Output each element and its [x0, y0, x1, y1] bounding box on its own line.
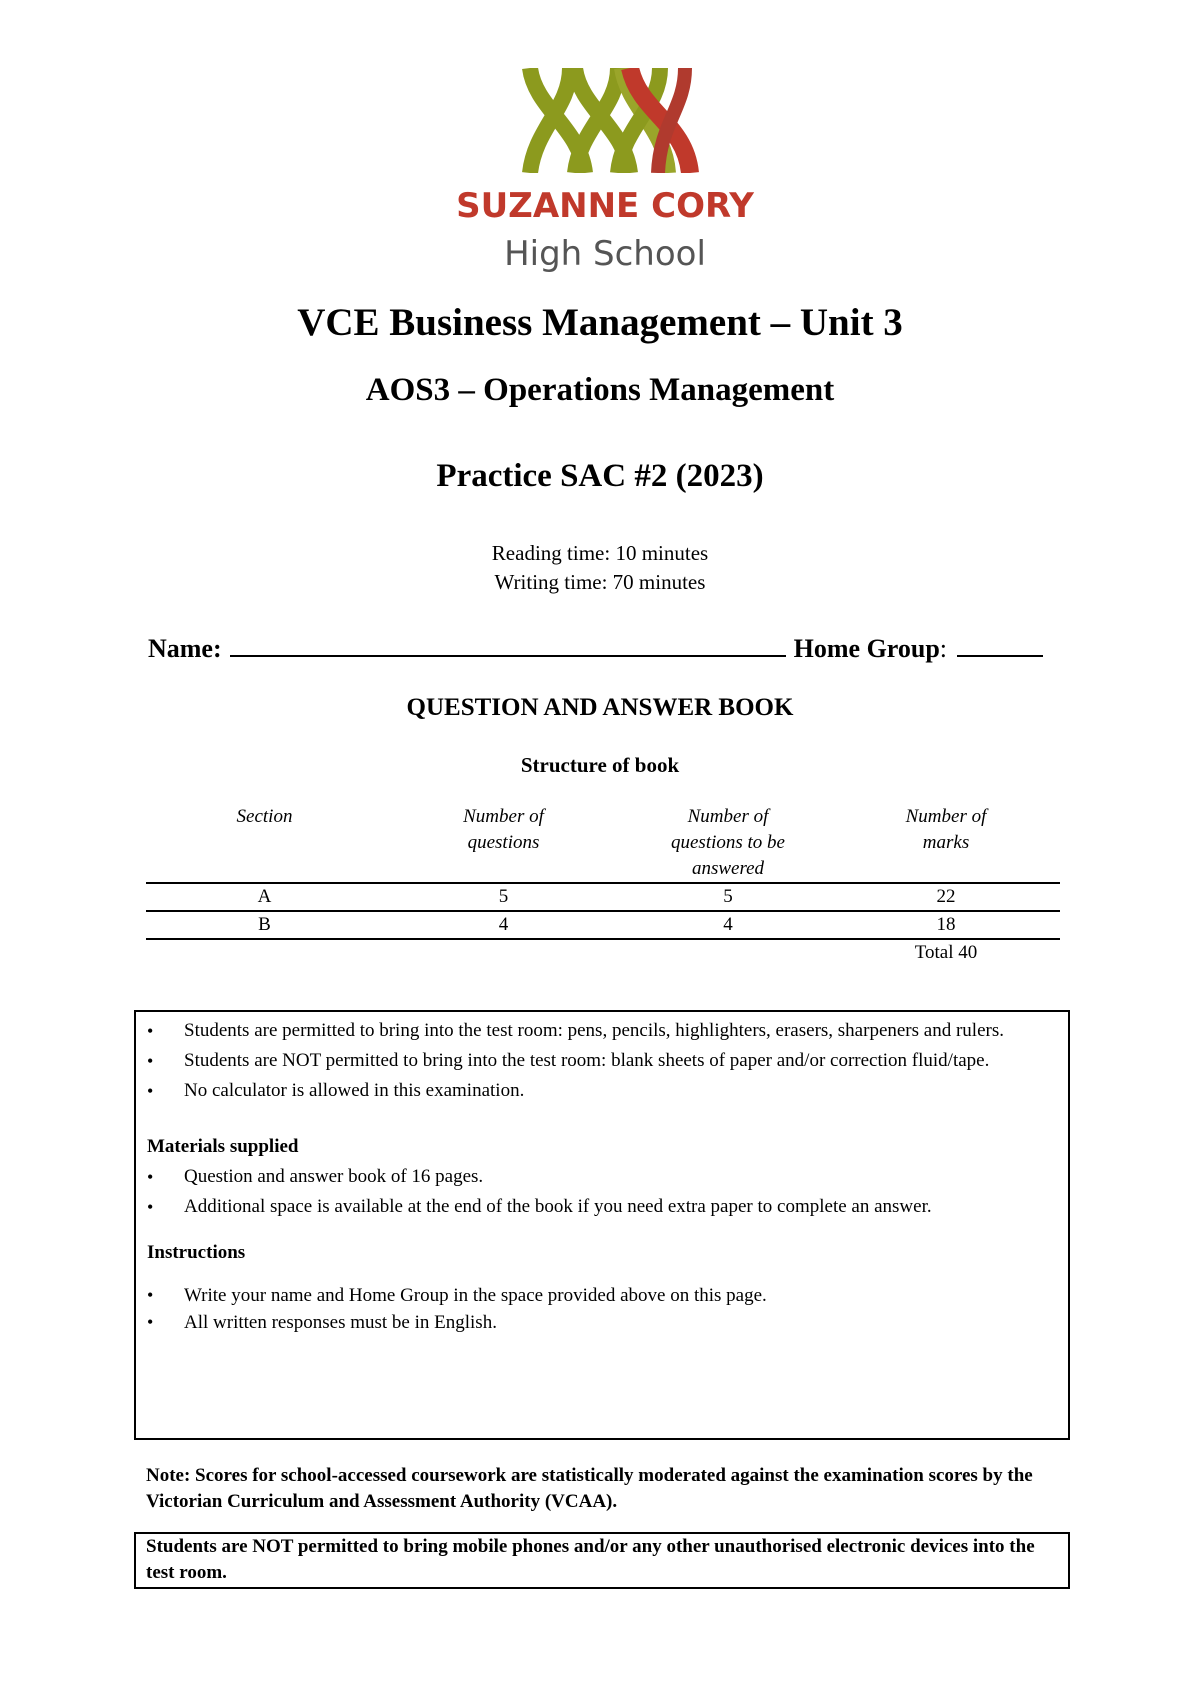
- structure-heading: Structure of book: [520, 753, 680, 777]
- device-warning: Students are NOT permitted to bring mobile phones and/or any other unauthorised electronic devices into the test room.: [134, 1532, 1070, 1589]
- list-item: • Students are permitted to bring into the test room: pens, pencils, highlighters, erasers, sharpeners and rulers.: [136, 1016, 1068, 1046]
- moderation-note: Note: Scores for school-accessed coursework are statistically moderated against the examination scores by the Victorian Curriculum and Assessment Authority (VCAA).: [146, 1465, 1033, 1512]
- book-heading: QUESTION AND ANSWER BOOK: [406, 694, 794, 721]
- total-marks: Total 40: [832, 939, 1060, 966]
- list-item: • Write your name and Home Group in the space provided above on this page.: [136, 1282, 1068, 1309]
- table-cell: 5: [383, 883, 624, 911]
- table-cell: 4: [383, 911, 624, 939]
- school-name: SUZANNE CORY: [456, 186, 754, 226]
- school-subtitle: High School: [504, 234, 706, 274]
- school-logo: [455, 68, 755, 283]
- list-item: • Additional space is available at the end of the book if you need extra paper to complete an answer.: [136, 1192, 1068, 1222]
- name-label: Name:: [148, 634, 222, 663]
- list-item: • Question and answer book of 16 pages.: [136, 1162, 1068, 1192]
- table-cell: 18: [832, 911, 1060, 939]
- student-details-row: [148, 633, 1058, 664]
- column-header: Number of questions: [383, 803, 624, 883]
- school-emblem-icon: [510, 68, 700, 173]
- table-cell: A: [146, 883, 383, 911]
- reading-time: Reading time: 10 minutes: [491, 541, 709, 565]
- column-header: Number of questions to be answered: [624, 803, 832, 883]
- page-title: VCE Business Management – Unit 3: [297, 301, 903, 344]
- table-cell: 5: [624, 883, 832, 911]
- table-row: [146, 883, 1060, 911]
- name-field[interactable]: [230, 633, 786, 657]
- sac-title: Practice SAC #2 (2023): [436, 458, 764, 494]
- table-cell: B: [146, 911, 383, 939]
- instructions-heading: Instructions: [147, 1242, 246, 1263]
- table-total-row: [146, 939, 1060, 966]
- list-item: • Students are NOT permitted to bring into the test room: blank sheets of paper and/or correction fluid/tape.: [136, 1046, 1068, 1076]
- materials-list: [136, 1162, 1068, 1222]
- rules-box: [134, 1010, 1070, 1440]
- table-cell: 22: [832, 883, 1060, 911]
- table-row: [146, 911, 1060, 939]
- table-header-row: [146, 803, 1060, 883]
- list-item: • No calculator is allowed in this examination.: [136, 1076, 1068, 1106]
- instructions-list: [136, 1282, 1068, 1336]
- home-group-colon: :: [939, 634, 948, 663]
- home-group-field[interactable]: [957, 633, 1043, 657]
- home-group-label: Home Group: [793, 634, 940, 663]
- structure-table: [146, 803, 1060, 966]
- writing-time: Writing time: 70 minutes: [494, 570, 706, 594]
- table-cell: 4: [624, 911, 832, 939]
- column-header: Section: [146, 803, 383, 883]
- list-item: • All written responses must be in English.: [136, 1309, 1068, 1336]
- permitted-list: [136, 1016, 1068, 1106]
- area-of-study: AOS3 – Operations Management: [365, 372, 835, 408]
- column-header: Number of marks: [832, 803, 1060, 883]
- materials-heading: Materials supplied: [147, 1136, 299, 1157]
